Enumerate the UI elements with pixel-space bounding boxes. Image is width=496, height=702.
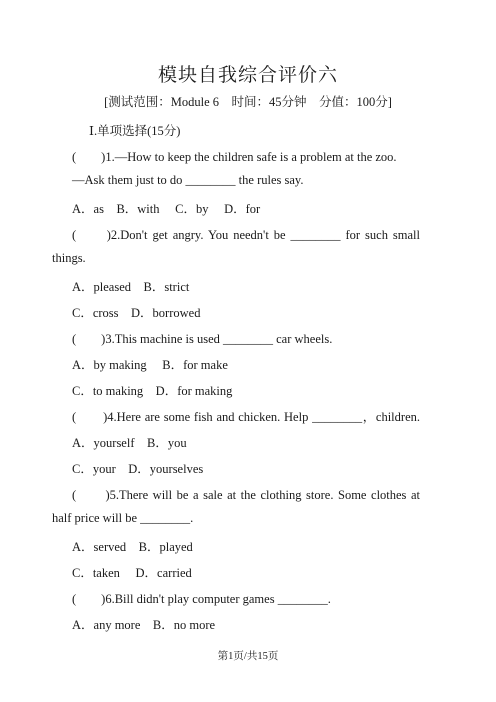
question-4-options-ab: A．yourself B．you [72, 436, 187, 450]
section-heading: Ⅰ.单项选择(15分) [89, 124, 181, 138]
question-5-options-cd: C．taken D．carried [72, 566, 192, 580]
question-1-options: A．as B．with C．by D．for [72, 202, 261, 216]
question-1-reply: —Ask them just to do ________ the rules say. [72, 173, 304, 187]
question-5-continued: half price will be ________. [52, 511, 194, 525]
question-6: ( )6.Bill didn't play computer games ________. [72, 592, 331, 606]
question-2: ( )2.Don't get angry. You needn't be ________ for such small [72, 228, 420, 242]
question-3-options-ab: A．by making B．for make [72, 358, 228, 372]
page-number: 第1页/共15页 [217, 651, 279, 662]
question-2-options-cd: C．cross D．borrowed [72, 306, 201, 320]
question-4: ( )4.Here are some fish and chicken. Help ________，children. [72, 410, 420, 424]
question-5-options-ab: A．served B．played [72, 540, 193, 554]
page-title: 模块自我综合评价六 [157, 65, 338, 86]
question-2-options-ab: A．pleased B．strict [72, 280, 190, 294]
question-6-options-ab: A．any more B．no more [72, 618, 216, 632]
question-3-options-cd: C．to making D．for making [72, 384, 233, 398]
question-2-continued: things. [52, 251, 86, 265]
question-3: ( )3.This machine is used ________ car wheels. [72, 332, 333, 346]
question-5: ( )5.There will be a sale at the clothing store. Some clothes at [72, 488, 420, 502]
question-1: ( )1.—How to keep the children safe is a problem at the zoo. [72, 150, 397, 164]
test-scope-info: [测试范围：Module 6 时间：45分钟 分值：100分] [104, 95, 392, 109]
question-4-options-cd: C．your D．yourselves [72, 462, 204, 476]
